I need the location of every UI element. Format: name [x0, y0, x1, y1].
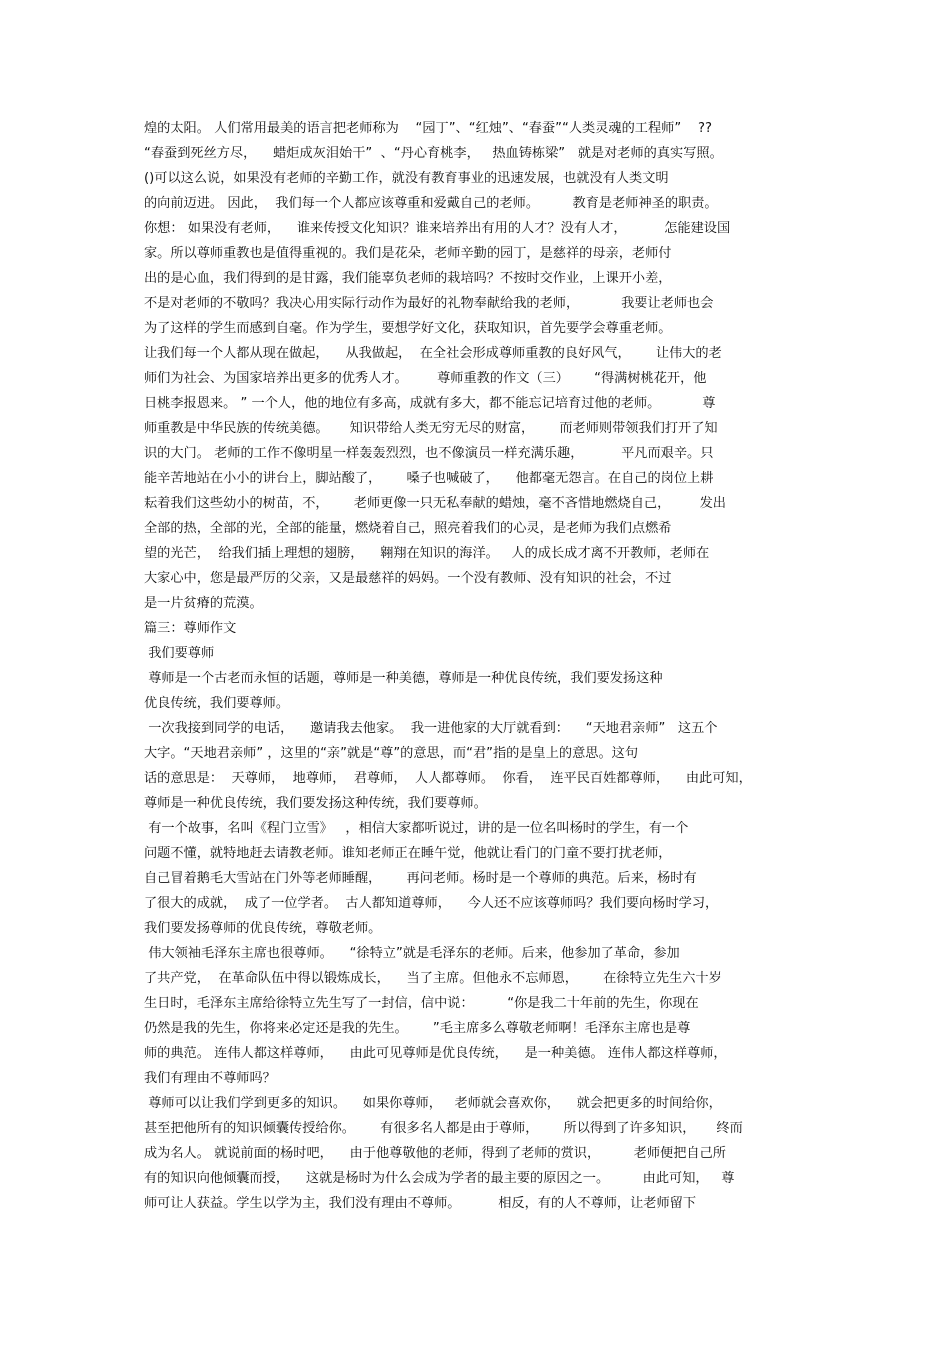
text-line: 大字。“天地君亲师” ，这里的“亲”就是“尊”的意思，而“君”指的是皇上的意思。这句 [144, 746, 639, 761]
text-line: 尊师可以让我们学到更多的知识。 如果你尊师， 老师就会喜欢你， 就会把更多的时间给你， [144, 1096, 722, 1111]
text-line: ()可以这么说，如果没有老师的辛勤工作，就没有教育事业的迅速发展，也就没有人类文明 [144, 171, 669, 186]
text-line: 生日时，毛泽东主席给徐特立先生写了一封信，信中说： “你是我二十年前的先生，你现在 [144, 996, 699, 1011]
text-line: 了共产党， 在革命队伍中得以锻炼成长， 当了主席。但他永不忘师恩， 在徐特立先生六十岁 [144, 971, 722, 986]
text-line: 的向前迈进。 因此， 我们每一个人都应该尊重和爱戴自己的老师。 教育是老师神圣的职责。 [144, 196, 718, 211]
text-line: 话的意思是： 天尊师， 地尊师， 君尊师， 人人都尊师。 你看， 连平民百姓都尊师， 由此可知， [144, 771, 752, 786]
text-line: 仍然是我的先生，你将来必定还是我的先生。 ”毛主席多么尊敬老师啊！毛泽东主席也是尊 [144, 1021, 691, 1036]
text-line: 是一片贫瘠的荒漠。 [144, 596, 263, 611]
text-line: 家。所以尊师重教也是值得重视的。我们是花朵，老师辛勤的园丁，是慈祥的母亲，老师付 [144, 246, 672, 261]
text-line: 日桃李报恩来。 ” 一个人，他的地位有多高，成就有多大，都不能忘记培育过他的老师。 尊 [144, 396, 716, 411]
text-line: 煌的太阳。 人们常用最美的语言把老师称为 “园丁”、“红烛”、“春蚕”“人类灵魂的工程师” ?? [144, 121, 712, 136]
text-line: 大家心中，您是最严厉的父亲，又是最慈祥的妈妈。一个没有教师、没有知识的社会，不过 [144, 571, 672, 586]
text-line: 望的光芒， 给我们插上理想的翅膀， 翱翔在知识的海洋。 人的成长成才离不开教师，老师在 [144, 546, 710, 561]
text-line: 师可让人获益。学生以学为主，我们没有理由不尊师。 相反，有的人不尊师，让老师留下 [144, 1196, 697, 1211]
text-line: 篇三：尊师作文 [144, 621, 237, 636]
text-line: 能辛苦地站在小小的讲台上，脚站酸了， 嗓子也喊破了， 他都毫无怨言。在自己的岗位上耕 [144, 471, 714, 486]
text-line: 尊师是一个古老而永恒的话题，尊师是一种美德，尊师是一种优良传统，我们要发扬这种 [144, 671, 663, 686]
text-line: 我们有理由不尊师吗？ [144, 1071, 276, 1086]
text-line: 师们为社会、为国家培养出更多的优秀人才。 尊师重教的作文（三） “得满树桃花开，他 [144, 371, 707, 386]
text-line: 我们要发扬尊师的优良传统，尊敬老师。 [144, 921, 382, 936]
text-line: 为了这样的学生而感到自毫。作为学生，要想学好文化，获取知识，首先要学会尊重老师。 [144, 321, 672, 336]
text-line: 我们要尊师 [144, 646, 215, 661]
text-line: 伟大领袖毛泽东主席也很尊师。 “徐特立”就是毛泽东的老师。后来，他参加了革命，参加 [144, 946, 680, 961]
text-line: 有的知识向他倾囊而授， 这就是杨时为什么会成为学者的最主要的原因之一。 由此可知， 尊 [144, 1171, 735, 1186]
text-line: 有一个故事，名叫《程门立雪》 ，相信大家都听说过，讲的是一位名叫杨时的学生，有一个 [144, 821, 689, 836]
text-line: 不是对老师的不敬吗？我决心用实际行动作为最好的礼物奉献给我的老师， 我要让老师也会 [144, 296, 714, 311]
text-line: 耘着我们这些幼小的树苗，不， 老师更像一只无私奉献的蜡烛，毫不吝惜地燃烧自己， 发出 [144, 496, 726, 511]
text-line: 自己冒着鹅毛大雪站在门外等老师睡醒， 再问老师。杨时是一个尊师的典范。后来，杨时有 [144, 871, 697, 886]
text-line: 了很大的成就， 成了一位学者。 古人都知道尊师， 今人还不应该尊师吗？我们要向杨时学习， [144, 896, 719, 911]
text-line: 一次我接到同学的电话， 邀请我去他家。 我一进他家的大厅就看到： “天地君亲师” 这五个 [144, 721, 718, 736]
text-line: 成为名人。 就说前面的杨时吧， 由于他尊敬他的老师，得到了老师的赏识， 老师便把自己所 [144, 1146, 726, 1161]
text-line: 问题不懂，就特地赶去请教老师。谁知老师正在睡午觉，他就让看门的门童不要打扰老师， [144, 846, 672, 861]
text-line: 出的是心血，我们得到的是甘露，我们能辜负老师的栽培吗？不按时交作业，上课开小差， [144, 271, 672, 286]
text-line: 甚至把他所有的知识倾囊传授给你。 有很多名人都是由于尊师， 所以得到了许多知识， 终而 [144, 1121, 743, 1136]
text-line: 尊师是一种优良传统，我们要发扬这种传统，我们要尊师。 [144, 796, 487, 811]
text-line: 你想： 如果没有老师， 谁来传授文化知识？谁来培养出有用的人才？没有人才， 怎能建设国 [144, 221, 731, 236]
text-line: 优良传统，我们要尊师。 [144, 696, 290, 711]
text-line: “春蚕到死丝方尽， 蜡炬成灰泪始干” 、“丹心育桃李， 热血铸栋梁” 就是对老师的真实写照。 [144, 146, 723, 161]
text-line: 师的典范。 连伟人都这样尊师， 由此可见尊师是优良传统， 是一种美德。 连伟人都这样尊师， [144, 1046, 727, 1061]
essay-text-block [144, 116, 824, 1216]
text-line: 师重教是中华民族的传统美德。 知识带给人类无穷无尽的财富， 而老师则带领我们打开了知 [144, 421, 718, 436]
text-line: 全部的热，全部的光，全部的能量，燃烧着自己，照亮着我们的心灵，是老师为我们点燃希 [144, 521, 672, 536]
text-line: 让我们每一个人都从现在做起， 从我做起， 在全社会形成尊师重教的良好风气， 让伟大的老 [144, 346, 722, 361]
text-line: 识的大门。 老师的工作不像明星一样轰轰烈烈，也不像演员一样充满乐趣， 平凡而艰辛。只 [144, 446, 714, 461]
